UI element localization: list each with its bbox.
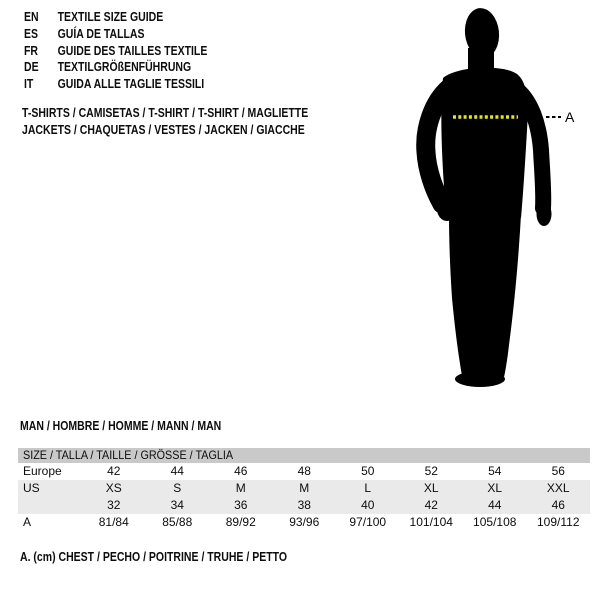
language-label: GUIDA ALLE TAGLIE TESSILI xyxy=(57,77,205,92)
man-silhouette xyxy=(426,6,552,387)
size-value: 40 xyxy=(361,498,375,512)
language-list xyxy=(24,9,242,93)
size-value: 48 xyxy=(297,464,311,478)
silhouette-legs xyxy=(449,214,521,385)
size-table xyxy=(18,448,590,531)
silhouette-right-hand xyxy=(537,202,552,226)
figure-silhouette xyxy=(405,0,595,395)
size-value: 44 xyxy=(170,464,184,478)
size-value: 101/104 xyxy=(409,515,453,529)
size-value: 36 xyxy=(234,498,248,512)
language-row-fr xyxy=(24,43,207,60)
size-value: 81/84 xyxy=(98,515,129,529)
row-label xyxy=(18,497,82,514)
size-value: 52 xyxy=(424,464,438,478)
size-value: 54 xyxy=(488,464,502,478)
size-value: 56 xyxy=(551,464,565,478)
size-value: M xyxy=(299,481,310,495)
size-value: 50 xyxy=(361,464,375,478)
table-row-us xyxy=(18,480,590,497)
category-lines xyxy=(22,105,363,139)
language-label: TEXTILGRÖßENFÜHRUNG xyxy=(57,60,192,75)
measurement-footnote: A. (cm) CHEST / PECHO / POITRINE / TRUHE / PETTO xyxy=(20,550,288,564)
size-value: 42 xyxy=(107,464,121,478)
language-label: TEXTILE SIZE GUIDE xyxy=(57,10,164,24)
category-line-jackets: JACKETS / CHAQUETAS / VESTES / JACKEN / GIACCHE xyxy=(22,123,305,137)
language-code: FR xyxy=(24,43,39,58)
man-silhouette-svg xyxy=(405,0,595,395)
language-label: GUIDE DES TAILLES TEXTILE xyxy=(57,43,208,58)
table-row-europe xyxy=(18,463,590,480)
language-row-en xyxy=(24,9,207,26)
size-value: 93/96 xyxy=(289,515,320,529)
size-value: 44 xyxy=(488,498,502,512)
size-value: XL xyxy=(423,481,439,495)
language-label: GUÍA DE TALLAS xyxy=(57,26,145,41)
language-code: ES xyxy=(24,26,39,41)
section-title-man: MAN / HOMBRE / HOMME / MANN / MAN xyxy=(20,419,222,433)
size-value: 38 xyxy=(297,498,311,512)
language-code: EN xyxy=(24,10,39,24)
size-value: XXL xyxy=(546,481,570,495)
language-row-it xyxy=(24,76,207,93)
size-value: 46 xyxy=(551,498,565,512)
size-value: M xyxy=(235,481,246,495)
size-value: 85/88 xyxy=(162,515,193,529)
size-value: 97/100 xyxy=(349,515,387,529)
size-value: 42 xyxy=(424,498,438,512)
size-value: S xyxy=(173,481,182,495)
size-value: 46 xyxy=(234,464,248,478)
language-code: IT xyxy=(24,77,34,92)
row-label: US xyxy=(23,481,40,495)
category-line-tshirts: T-SHIRTS / CAMISETAS / T-SHIRT / T-SHIRT / MAGLIETTE xyxy=(22,106,309,120)
size-value: 89/92 xyxy=(225,515,256,529)
language-row-es xyxy=(24,26,207,43)
size-value: L xyxy=(364,481,372,495)
size-value: XS xyxy=(105,481,122,495)
language-code: DE xyxy=(24,60,39,75)
size-value: 109/112 xyxy=(537,515,580,529)
size-value: XL xyxy=(487,481,503,495)
measure-label-a: A xyxy=(565,109,575,125)
row-label: A xyxy=(23,515,32,529)
table-row-us-numeric xyxy=(18,497,590,514)
language-row-de xyxy=(24,59,207,76)
size-value: 105/108 xyxy=(473,515,517,529)
table-row-chest-a xyxy=(18,514,590,531)
size-value: 32 xyxy=(107,498,121,512)
size-table-header: SIZE / TALLA / TAILLE / GRÖSSE / TAGLIA xyxy=(18,448,590,463)
silhouette-shoe xyxy=(455,371,505,387)
size-value: 34 xyxy=(170,498,184,512)
row-label: Europe xyxy=(23,464,62,478)
